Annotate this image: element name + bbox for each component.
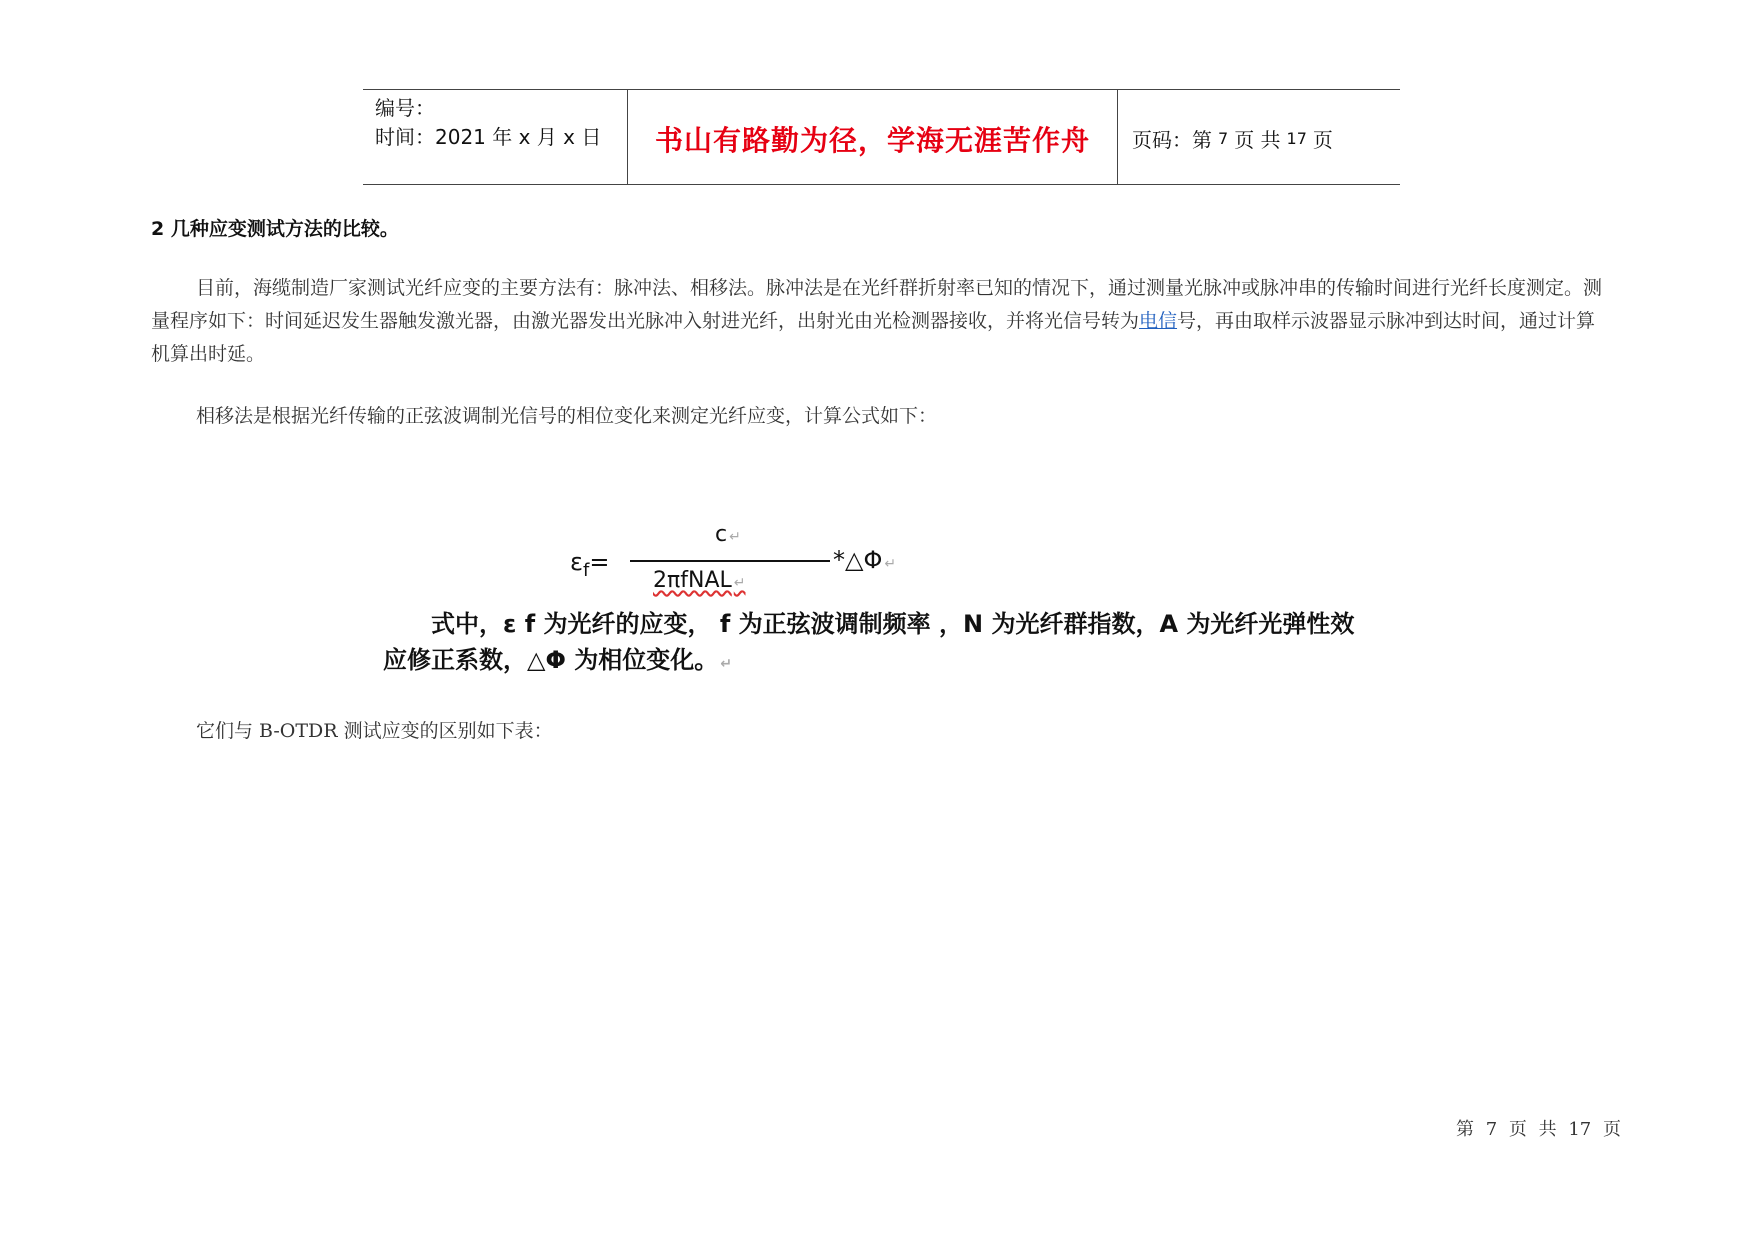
- formula-denominator-text: 2πfNAL: [653, 568, 732, 593]
- formula-subscript: f: [582, 559, 590, 581]
- formula-explanation-line1: 式中，ε f 为光纤的应变， f 为正弦波调制频率 ，N 为光纤群指数，A 为光纤光弹性效: [431, 610, 1355, 638]
- page-total: 17: [1286, 128, 1307, 148]
- electric-signal-link[interactable]: 电信: [1139, 310, 1178, 332]
- formula-explanation-line2-text: 应修正系数，△Φ 为相位变化。: [383, 646, 719, 674]
- return-mark-icon: ↵: [884, 556, 897, 572]
- header-page-info: [1118, 90, 1400, 184]
- page-footer: 第 7 页 共 17 页: [1456, 1119, 1621, 1140]
- number-label: 编号：: [375, 96, 435, 120]
- paragraph-methods: [151, 272, 1611, 371]
- header-left-cell: [363, 90, 627, 184]
- formula-explanation-line2: [383, 640, 732, 675]
- paragraph-phase-shift: 相移法是根据光纤传输的正弦波调制光信号的相位变化来测定光纤应变，计算公式如下：: [196, 405, 938, 427]
- header-motto: 书山有路勤为径，学海无涯苦作舟: [627, 90, 1118, 184]
- formula-epsilon: ε: [570, 548, 583, 576]
- page-current: 7: [1218, 128, 1229, 148]
- page-prefix: 页码：第: [1132, 127, 1212, 152]
- p1-text-after: 号，再由取样示波器显示脉冲到达时间，通过计算机算出时延。: [151, 310, 1596, 365]
- formula-equals: =: [589, 548, 610, 576]
- formula-denominator: [653, 568, 746, 593]
- formula-numerator-text: c: [715, 522, 728, 547]
- p1-text-before: 目前，海缆制造厂家测试光纤应变的主要方法有：脉冲法、相移法。脉冲法是在光纤群折射率已知的情况下，通过测量光脉冲或脉冲串的传输时间进行光纤长度测定。测量程序如下：时间延迟发生器触发激光器，由激光器发出光脉冲入射进光纤，出射光由光检测器接收，并将光信号转为: [151, 277, 1603, 332]
- return-mark-icon: ↵: [720, 656, 732, 672]
- formula-lhs: [570, 548, 609, 581]
- header-table: [363, 89, 1400, 185]
- fraction-bar: [630, 560, 830, 562]
- paragraph-table-intro: 它们与 B-OTDR 测试应变的区别如下表：: [196, 720, 553, 742]
- return-mark-icon: ↵: [729, 529, 741, 545]
- return-mark-icon: ↵: [733, 575, 746, 591]
- page-suffix: 页: [1312, 127, 1333, 152]
- section-title: 2 几种应变测试方法的比较。: [151, 218, 399, 240]
- formula-tail-text: *△Φ: [833, 546, 883, 574]
- formula-image: [375, 520, 1395, 680]
- page-mid: 页 共: [1234, 127, 1281, 152]
- formula-numerator: [715, 522, 741, 547]
- formula-tail: [833, 546, 896, 574]
- date-label: 时间：2021 年 x 月 x 日: [375, 125, 602, 149]
